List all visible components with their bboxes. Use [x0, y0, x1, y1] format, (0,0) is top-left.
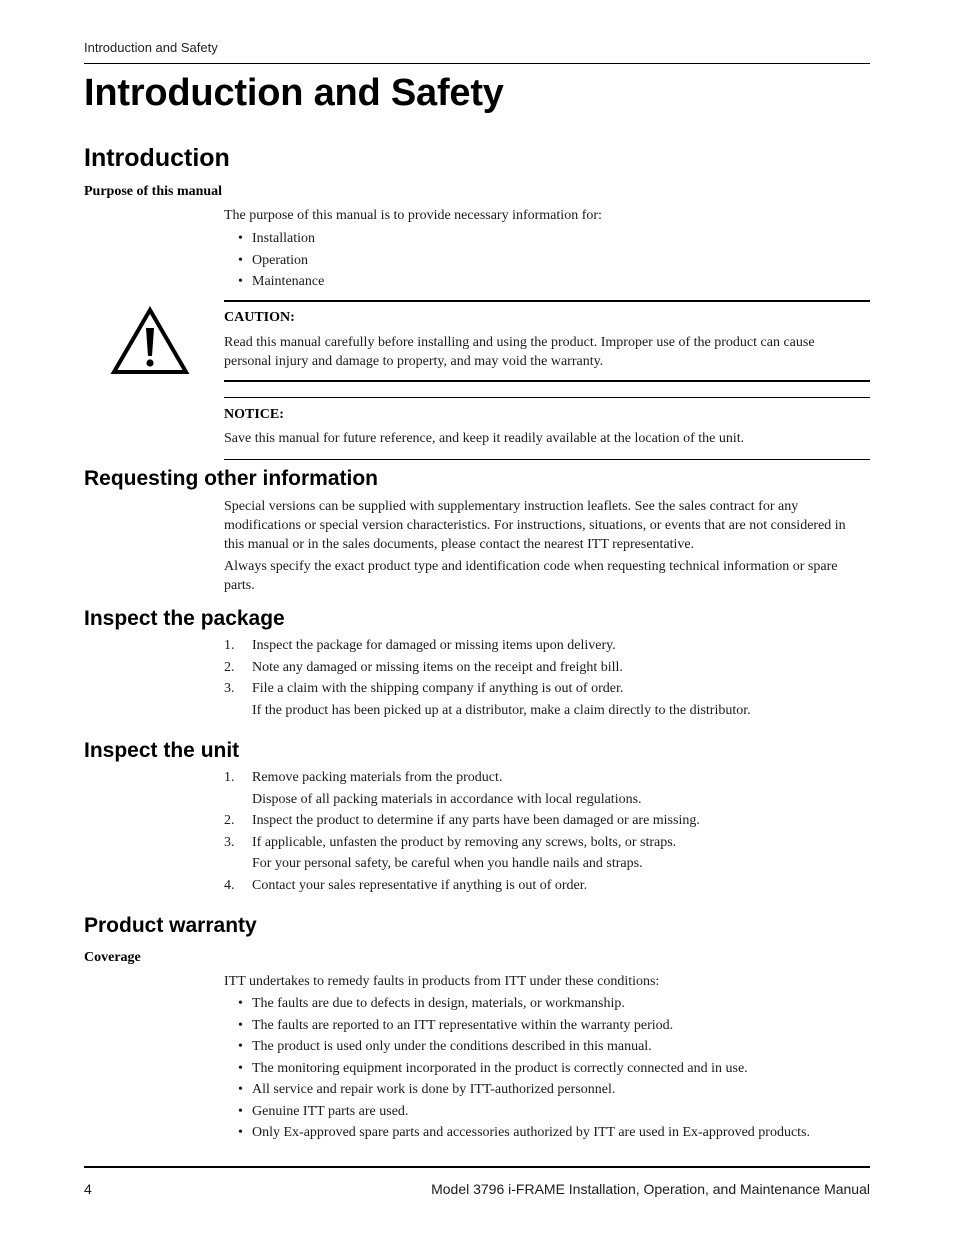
list-item: • The faults are reported to an ITT representative within the warranty period. [238, 1017, 674, 1033]
notice-label: NOTICE: [224, 407, 284, 422]
caution-label: CAUTION: [224, 310, 295, 325]
list-item: • All service and repair work is done by ITT-authorized personnel. [238, 1082, 616, 1097]
section-heading-introduction: Introduction [84, 144, 230, 172]
inspect-package-steps [224, 635, 751, 721]
footer-divider [84, 1166, 870, 1168]
list-item: 1. Inspect the package for damaged or missing items upon delivery. [224, 638, 616, 653]
subheading-purpose: Purpose of this manual [84, 184, 223, 199]
list-item: 2. Note any damaged or missing items on the receipt and freight bill. [224, 659, 623, 675]
step-note: If the product has been picked up at a distributor, make a claim directly to the distributor. [252, 702, 751, 718]
step-note: For your personal safety, be careful when you handle nails and straps. [252, 856, 643, 871]
step-note: Dispose of all packing materials in accordance with local regulations. [252, 791, 642, 807]
section-heading-warranty: Product warranty [84, 914, 257, 937]
list-item: 3. File a claim with the shipping company if anything is out of order. [224, 681, 624, 696]
caution-text: Read this manual carefully before installing and using the product. Improper use of the product can cause personal injury and damage to property, and may void the warranty. [224, 335, 815, 369]
section-heading-inspect-unit: Inspect the unit [84, 739, 240, 762]
header-divider [84, 63, 870, 64]
list-item: • The faults are due to defects in design, materials, or workmanship. [238, 996, 625, 1011]
list-item: • Installation [238, 231, 315, 246]
list-item: 4. Contact your sales representative if anything is out of order. [224, 877, 588, 893]
list-item: 2. Inspect the product to determine if any parts have been damaged or are missing. [224, 813, 700, 828]
requesting-paragraph-1: Special versions can be supplied with supplementary instruction leaflets. See the sales contract for any modifications or special version characteristics. For instructions, situations, or events that are not considered in this manual or in the sales documents, please contact the nearest ITT representative. [224, 499, 846, 552]
list-item: • Genuine ITT parts are used. [238, 1103, 409, 1119]
caution-bottom-rule [224, 380, 870, 382]
section-heading-requesting: Requesting other information [84, 467, 378, 490]
list-item: • Maintenance [238, 274, 325, 289]
notice-bottom-rule [224, 459, 870, 460]
list-item: • Operation [238, 252, 308, 268]
requesting-paragraph-2: Always specify the exact product type and identification code when requesting technical information or spare parts. [224, 559, 838, 593]
purpose-list [224, 228, 324, 293]
coverage-intro: ITT undertakes to remedy faults in products from ITT under these conditions: [224, 974, 660, 989]
subheading-coverage: Coverage [84, 950, 141, 965]
notice-text: Save this manual for future reference, and keep it readily available at the location of the unit. [224, 431, 745, 446]
footer-manual-title: Model 3796 i-FRAME Installation, Operation, and Maintenance Manual [431, 1181, 870, 1197]
list-item: • The product is used only under the conditions described in this manual. [238, 1039, 652, 1054]
notice-top-rule [224, 397, 870, 398]
section-heading-inspect-package: Inspect the package [84, 607, 285, 630]
page-number: 4 [84, 1181, 92, 1197]
page-title: Introduction and Safety [84, 72, 504, 114]
warning-triangle-icon [110, 306, 190, 376]
warranty-conditions-list [224, 993, 810, 1144]
list-item: • Only Ex-approved spare parts and accessories authorized by ITT are used in Ex-approved products. [238, 1125, 810, 1140]
inspect-unit-steps [224, 767, 700, 896]
caution-top-rule [224, 300, 870, 302]
list-item: • The monitoring equipment incorporated in the product is correctly connected and in use. [238, 1060, 748, 1076]
purpose-text: The purpose of this manual is to provide necessary information for: [224, 208, 602, 223]
list-item: 1. Remove packing materials from the product. [224, 770, 503, 785]
list-item: 3. If applicable, unfasten the product by removing any screws, bolts, or straps. [224, 834, 677, 850]
running-header: Introduction and Safety [84, 40, 218, 55]
